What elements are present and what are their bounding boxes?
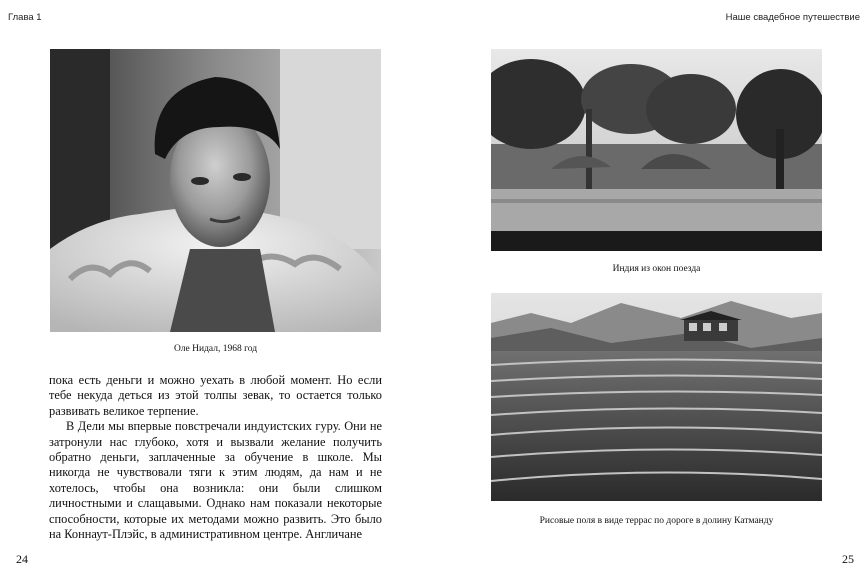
rice-terraces-photo	[491, 293, 822, 501]
section-header: Наше свадебное путешествие	[725, 12, 860, 23]
rice-terraces-caption: Рисовые поля в виде террас по дороге в долину Катманду	[539, 516, 774, 526]
india-train-photo	[491, 49, 822, 251]
body-text	[49, 373, 382, 542]
paragraph-continuation: пока есть деньги и можно уехать в любой момент. Но если тебе некуда деться из этой толпы зевак, то остается только развивать великое терпение.	[49, 373, 382, 418]
page-number-right: 25	[842, 552, 854, 566]
india-train-caption: Индия из окон поезда	[612, 264, 701, 274]
portrait-caption: Оле Нидал, 1968 год	[173, 344, 258, 354]
portrait-photo	[50, 49, 381, 332]
paragraph: В Дели мы впервые повстречали индуистских гуру. Они не затронули нас глубоко, хотя и вызвали желание получить обратно деньги, заплаченные за обучение в школе. Мы никогда не чувствовали тяги к этим людям, да нам и не хотелось, чтобы она возникла: они были слишком личностными и слащавыми. Однако нам показали некоторые способности, которые их методами можно развить. Это было на Коннаут-Плэйс, в административном центре. Англичане	[49, 419, 382, 542]
page-number-left: 24	[16, 552, 28, 566]
chapter-header: Глава 1	[8, 12, 42, 23]
